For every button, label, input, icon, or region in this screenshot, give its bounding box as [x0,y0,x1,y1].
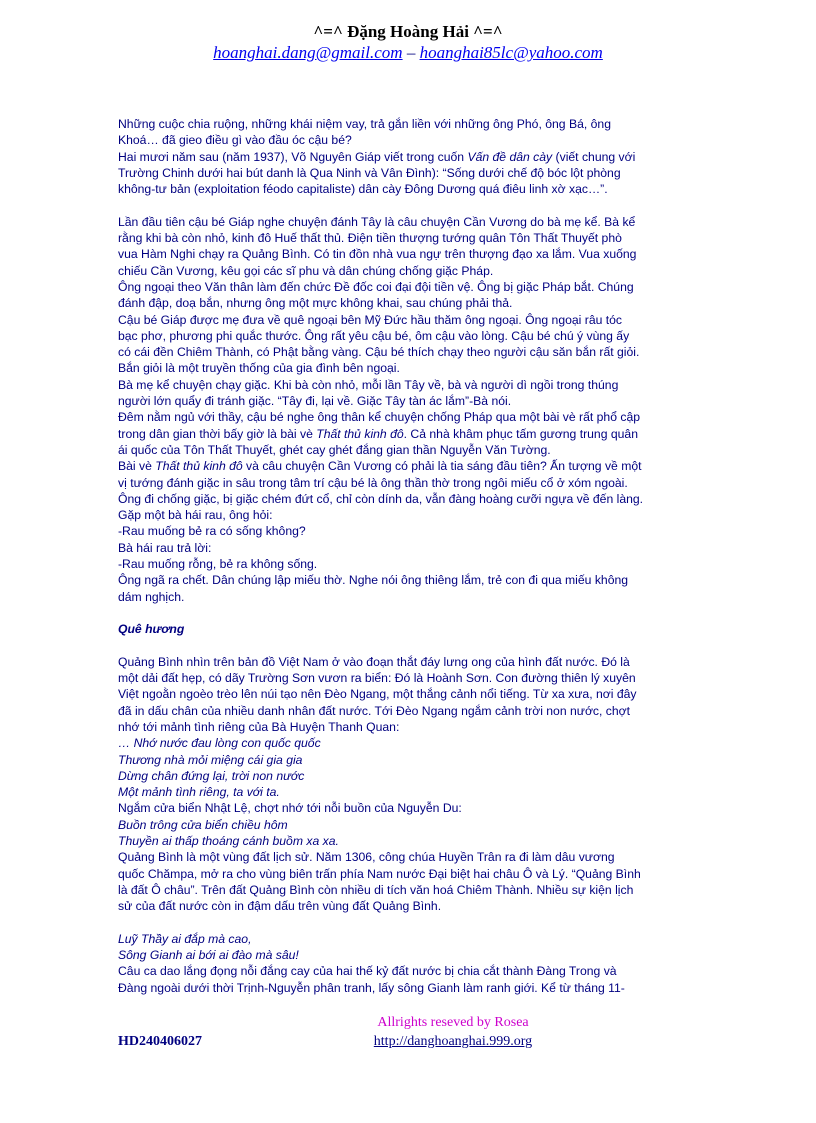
text-line: Bà mẹ kể chuyện chạy giặc. Khi bà còn nhỏ, mỗi lần Tây về, bà và người dì ngồi trong thúng [118,377,619,392]
poem-line: Một mảnh tình riêng, ta với ta. [118,785,280,800]
section-heading: Quê hương [118,622,185,637]
poem-title: Thất thủ kinh đô [316,426,404,441]
text-line [118,458,688,474]
text-line: có cái đền Chiêm Thành, có Phật bằng vàng. Cậu bé thích chạy theo người cậu săn bắn rất giỏi. [118,345,640,360]
author-title: ^=^ Đặng Hoàng Hải ^=^ [313,22,503,41]
text-line: Đàng ngoài dưới thời Trịnh-Nguyễn phân tranh, lấy sông Gianh làm ranh giới. Kể từ tháng 11- [118,980,625,995]
poem-line: Thuyền ai thấp thoáng cánh buồm xa xa. [118,834,339,849]
text-line: quốc Chămpa, mở ra cho vùng biên trấn phía Nam nước Đại biệt hai châu Ô và Lý. “Quảng Bình [118,866,641,881]
poem-line: Luỹ Thầy ai đắp mà cao, [118,931,252,946]
contact-emails [0,42,816,64]
text-line: nhớ tới mảnh tình riêng của Bà Huyện Thanh Quan: [118,719,400,734]
poem-line: Sông Gianh ai bới ai đào mà sâu! [118,948,299,963]
poem-line: Thương nhà mỏi miệng cái gia gia [118,752,303,767]
text-run: Hai mươi năm sau (năm 1937), Võ Nguyên Giáp viết trong cuốn [118,149,468,164]
text-line: là đất Ô châu”. Trên đất Quảng Bình còn nhiều di tích văn hoá Chiêm Thành. Nhiều sự kiện lịch [118,882,634,897]
footer-url [0,1034,816,1050]
text-line: -Rau muống bẻ ra có sống không? [118,524,306,539]
page-header [0,22,816,64]
copyright-notice: Allrights reseved by Rosea [377,1015,529,1030]
text-line: Lần đầu tiên cậu bé Giáp nghe chuyện đánh Tây là câu chuyện Cần Vương do bà mẹ kể. Bà kể [118,214,636,229]
text-line: Trường Chinh dưới hai bút danh là Qua Ninh và Vân Đình): “Sống dưới chế độ bóc lột phòng [118,165,621,180]
text-line: vị tướng đánh giặc in sâu trong tâm trí cậu bé là ông thần thờ trong ngôi miếu cổ ở xóm ngoài. [118,475,628,490]
poem-line: Dừng chân đứng lại, trời non nước [118,768,305,783]
text-line: Câu ca dao lắng đọng nỗi đắng cay của hai thế kỷ đất nước bị chia cắt thành Đàng Trong và [118,964,617,979]
text-line: sử của đất nước còn in đậm dấu trên vùng đất Quảng Bình. [118,899,442,914]
book-title: Vấn đề dân cày [467,149,553,164]
text-run: trong dân gian thời bấy giờ là bài vè [118,426,317,441]
text-line [118,426,688,442]
text-line: -Rau muống rỗng, bẻ ra không sống. [118,557,318,572]
text-line: Quảng Bình là một vùng đất lịch sử. Năm 1306, công chúa Huyền Trân ra đi làm dâu vương [118,850,615,865]
text-line: đã in dấu chân của nhiều danh nhân đất nước. Tới Đèo Ngang ngắm cảnh trời non nước, chợt [118,703,631,718]
text-run: (viết chung với [552,149,636,164]
text-line: người lớn quẩy đi tránh giặc. “Tây đi, lại về. Giặc Tây tàn ác lắm”-Bà nói. [118,394,512,409]
email-link-gmail[interactable]: hoanghai.dang@gmail.com [213,43,403,62]
text-line: Đêm nằm ngủ với thầy, cậu bé nghe ông thân kể chuyện chống Pháp qua một bài vè rất phổ cập [118,410,641,425]
text-run: và câu chuyện Cần Vương có phải là tia sáng đầu tiên? Ấn tượng về một [242,459,642,474]
text-line: bạc phơ, phương phi quắc thước. Ông rất yêu cậu bé, ôm cậu vào lòng. Cậu bé chú ý vùng ấy [118,328,630,343]
text-line: chiếu Cần Vương, kêu gọi các sĩ phu và dân chúng chống giặc Pháp. [118,263,494,278]
text-line: Ông ngã ra chết. Dân chúng lập miếu thờ. Nghe nói ông thiêng lắm, trẻ con đi qua miếu không [118,573,629,588]
text-line: Việt ngoằn ngoèo trèo lên núi tạo nên Đèo Ngang, một thắng cảnh nổi tiếng. Từ xa xưa, nơi đây [118,687,637,702]
text-line: Ông ngoại theo Văn thân làm đến chức Đề đốc coi đại đội tiền vệ. Ông bị giặc Pháp bắt. Chúng [118,279,634,294]
poem-line: … Nhớ nước đau lòng con quốc quốc [118,736,321,751]
text-line: Ngắm cửa biển Nhật Lệ, chợt nhớ tới nỗi buồn của Nguyễn Du: [118,801,462,816]
text-line: ái quốc của Tôn Thất Thuyết, ghét cay ghét đắng gian thần Nguyễn Văn Tường. [118,442,551,457]
document-code: HD240406027 [118,1034,202,1049]
email-separator: – [402,43,420,62]
text-run: . Cả nhà khâm phục tấm gương trung quân [403,426,638,441]
text-line [118,149,688,165]
website-link[interactable]: http://danghoanghai.999.org [373,1034,533,1049]
text-run: Bài vè [118,459,156,474]
poem-line: Buồn trông cửa biển chiều hôm [118,817,288,832]
text-line: Khoá… đã gieo điều gì vào đầu óc cậu bé? [118,133,352,148]
text-line: Những cuộc chia ruộng, những khái niệm vay, trả gắn liền với những ông Phó, ông Bá, ông [118,117,611,131]
email-link-yahoo[interactable]: hoanghai85lc@yahoo.com [419,43,603,62]
text-line: không-tư bản (exploitation féodo capitaliste) dân cày Đông Dương quá điêu linh xờ xạc…”. [118,182,608,197]
poem-title: Thất thủ kinh đô [155,459,243,474]
text-line: Cậu bé Giáp được mẹ đưa về quê ngoại bên Mỹ Đức hầu thăm ông ngoại. Ông ngoại râu tóc [118,312,623,327]
text-line: Bà hái rau trả lời: [118,540,212,555]
document-body [118,116,688,996]
text-line: vua Hàm Nghi chạy ra Quảng Bình. Có tin đồn nhà vua ngự trên thượng đạo xa lắm. Vua xuống [118,247,637,262]
text-line: Ông đi chống giặc, bị giặc chém đứt cổ, chỉ còn dính da, vẫn đàng hoàng cưỡi ngựa về đến làng. [118,491,644,506]
text-line: Bắn giỏi là một truyền thống của gia đình bên ngoại. [118,361,400,376]
text-line: Gặp một bà hái rau, ông hỏi: [118,508,273,523]
text-line: một dải đất hẹp, có dãy Trường Sơn vươn ra biển: Đó là Hoành Sơn. Con đường thiên lý xuyên [118,671,636,686]
text-line: Quảng Bình nhìn trên bản đồ Việt Nam ở vào đoạn thắt đáy lưng ong của hình đất nước. Đó là [118,654,630,669]
text-line: đánh đập, doạ bắn, nhưng ông một mực không khai, sau chúng phải thả. [118,296,513,311]
text-line: dám nghịch. [118,589,185,604]
text-line: rằng khi bà còn nhỏ, kinh đô Huế thất thủ. Điện tiền thượng tướng quân Tôn Thất Thuyết phò [118,231,622,246]
